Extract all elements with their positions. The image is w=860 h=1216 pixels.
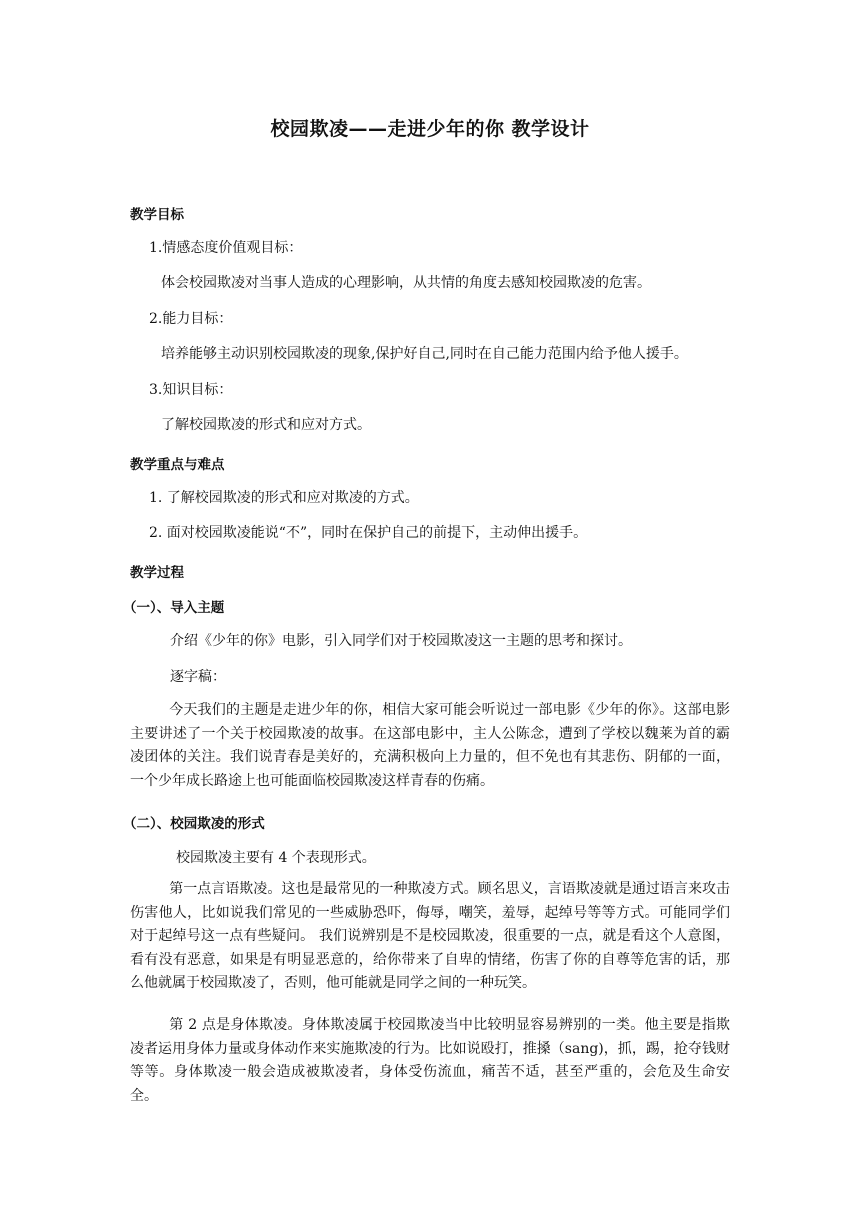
goal1-body: 体会校园欺凌对当事人造成的心理影响，从共情的角度去感知校园欺凌的危害。 [161, 275, 651, 291]
section2-intro: 校园欺凌主要有 4 个表现形式。 [176, 850, 376, 866]
goal2-body: 培养能够主动识别校园欺凌的现象,保护好自己,同时在自己能力范围内给予他人援手。 [161, 346, 688, 362]
section1-intro: 介绍《少年的你》电影，引入同学们对于校园欺凌这一主题的思考和探讨。 [170, 633, 632, 649]
goal1-title: 1.情感态度价值观目标： [149, 240, 303, 256]
goal3-title: 3.知识目标： [149, 382, 233, 398]
verbal-bullying-paragraph: 第一点言语欺凌。这也是最常见的一种欺凌方式。顾名思义，言语欺凌就是通过语言来攻击伤害他人，比如说我们常见的一些威胁恐吓，侮辱，嘲笑，羞辱，起绰号等等方式。可能同学们对于起绰号这一点有些疑问。 我们说辨别是不是校园欺凌，很重要的一点，就是看这个人意图，看有没有恶意，如果是有明显恶意的，给你带来了自卑的情绪，伤害了你的自尊等危害的话，那么他就属于校园欺凌了，否则，他可能就是同学之间的一种玩笑。 [130, 881, 730, 991]
document-title: 校园欺凌——走进少年的你 教学设计 [270, 118, 590, 140]
script-label: 逐字稿： [170, 669, 226, 685]
key-point-1: 1. 了解校园欺凌的形式和应对欺凌的方式。 [149, 490, 419, 506]
section1-heading: （一）、导入主题 [123, 600, 225, 616]
process-heading: 教学过程 [130, 565, 184, 581]
goal3-body: 了解校园欺凌的形式和应对方式。 [161, 417, 371, 433]
goal2-title: 2.能力目标： [149, 311, 233, 327]
key-point-2: 2. 面对校园欺凌能说“不”，同时在保护自己的前提下，主动伸出援手。 [149, 525, 588, 541]
key-points-heading: 教学重点与难点 [130, 457, 225, 473]
section2-heading: （二）、校园欺凌的形式 [123, 816, 265, 832]
physical-bullying-paragraph: 第 2 点是身体欺凌。身体欺凌属于校园欺凌当中比较明显容易辨别的一类。他主要是指欺凌者运用身体力量或身体动作来实施欺凌的行为。比如说殴打，推搡（sang)，抓，踢，抢夺钱财等等。身体欺凌一般会造成被欺凌者，身体受伤流血，痛苦不适，甚至严重的，会危及生命安全。 [130, 1017, 730, 1104]
script-text: 今天我们的主题是走进少年的你，相信大家可能会听说过一部电影《少年的你》。这部电影主要讲述了一个关于校园欺凌的故事。在这部电影中，主人公陈念，遭到了学校以魏莱为首的霸凌团体的关注。我们说青春是美好的，充满积极向上力量的，但不免也有其悲伤、阴郁的一面，一个少年成长路途上也可能面临校园欺凌这样青春的伤痛。 [130, 702, 730, 789]
goals-heading: 教学目标 [130, 207, 184, 223]
